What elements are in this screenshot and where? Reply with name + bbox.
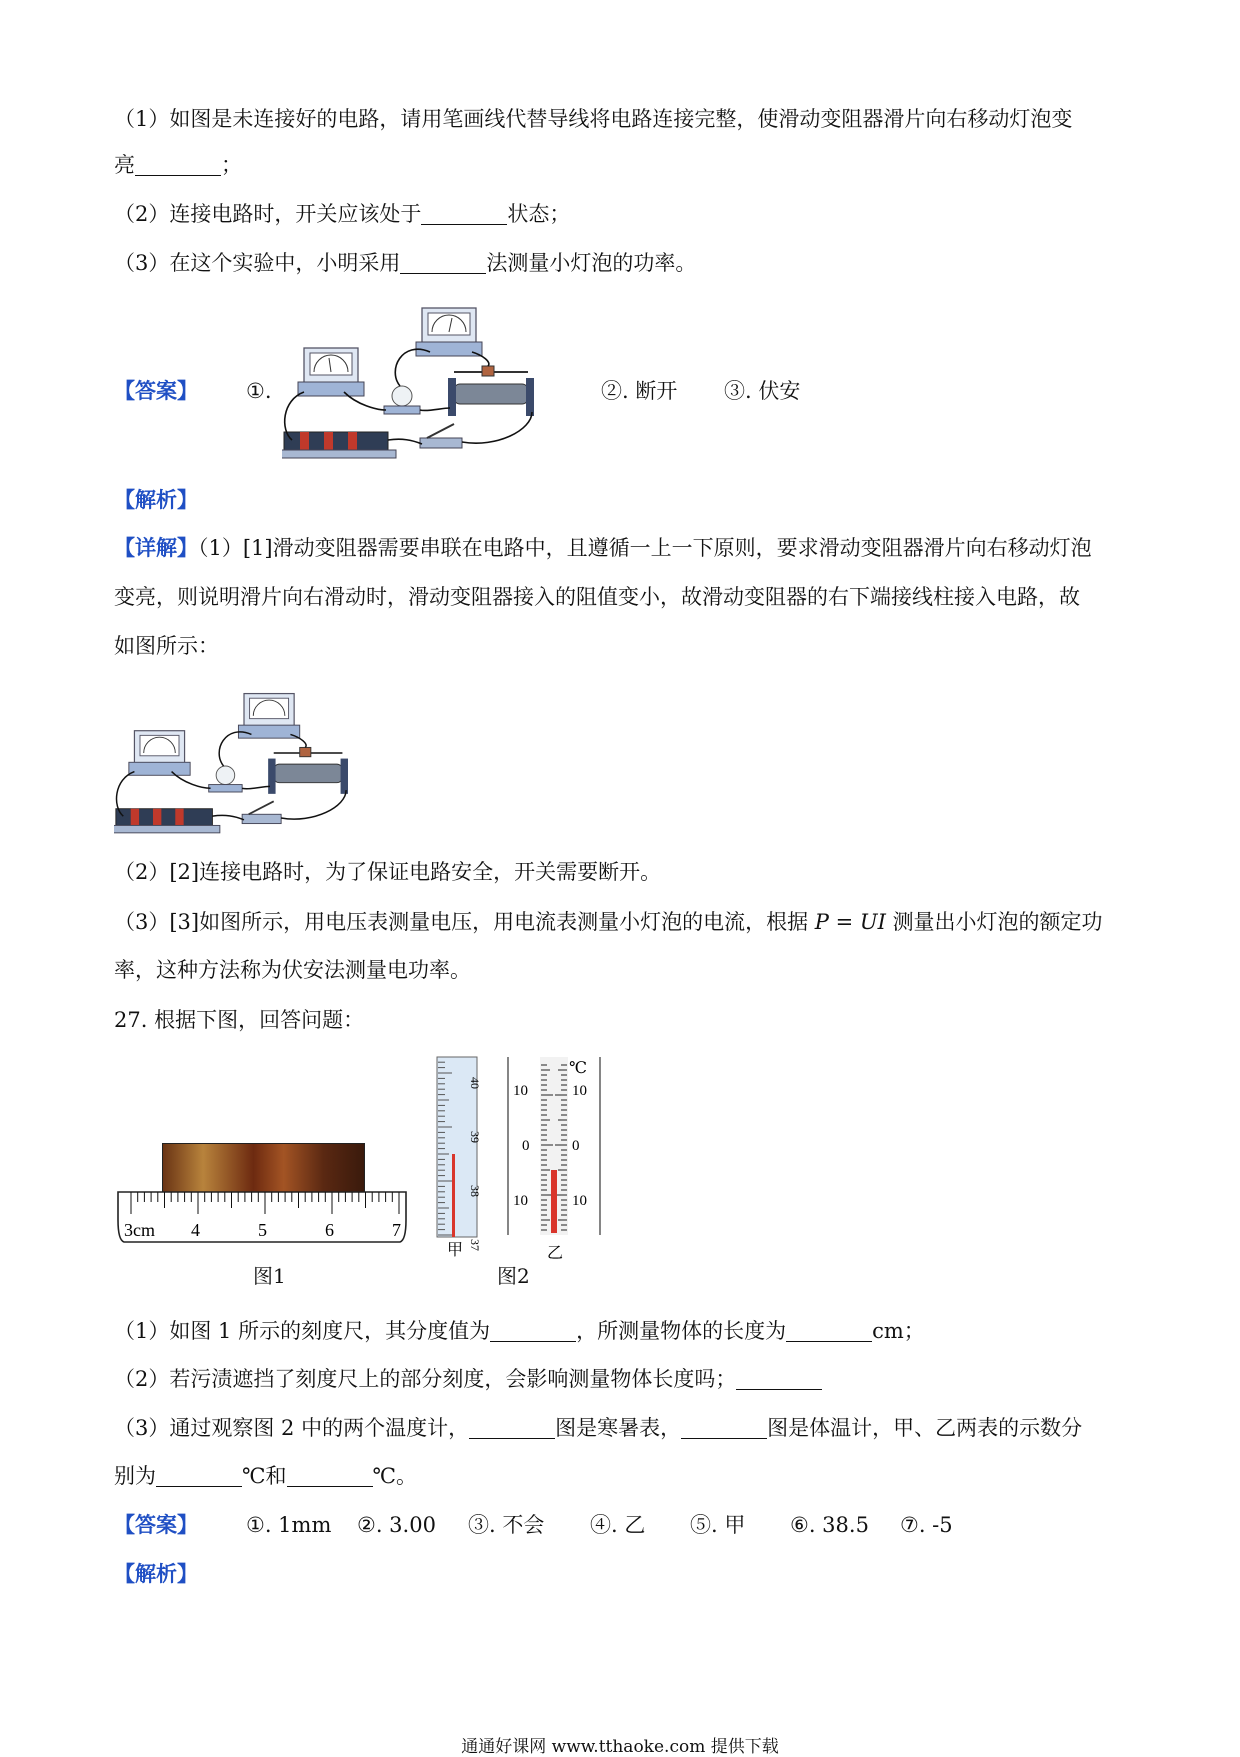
voltmeter: [416, 308, 482, 356]
answer-item-1: ①. 1mm: [246, 1513, 332, 1537]
answer-blank: [400, 251, 486, 274]
ammeter: [129, 731, 190, 776]
answer-item-2: ②. 3.00: [357, 1513, 436, 1537]
q26-detail-line2: 变亮，则说明滑片向右滑动时，滑动变阻器接入的阻值变小，故滑动变阻器的右下端接线柱接入电路，故: [114, 585, 1080, 609]
battery: [114, 809, 220, 833]
ruler-label-5: 5: [258, 1220, 267, 1240]
answer-blank: [469, 1416, 555, 1439]
q26-detail-line1: [114, 533, 1092, 563]
answer-item-3: ③. 不会: [468, 1513, 545, 1537]
q27-part3-c: 图是体温计，甲、乙两表的示数分: [767, 1416, 1083, 1440]
voltmeter: [238, 694, 299, 739]
q27-part3-f: ℃。: [372, 1464, 417, 1488]
q26-part2-b: 状态；: [507, 202, 571, 226]
fig1-caption: 图1: [253, 1264, 286, 1288]
q27-part1-b: ，所测量物体的长度为: [576, 1319, 787, 1343]
answer-blank: [156, 1464, 242, 1487]
switch: [242, 801, 281, 823]
answer-blank: [287, 1464, 373, 1487]
answer-item-4: ④. 乙: [590, 1513, 646, 1537]
q26-part3-a: （3）在这个实验中，小明采用: [114, 251, 401, 275]
thermometer-yi: [505, 1055, 605, 1270]
q26-detail-2: （2）[2]连接电路时，为了保证电路安全，开关需要断开。: [114, 860, 662, 884]
q26-analysis-tag: [114, 485, 198, 515]
yi-left-0: 0: [522, 1138, 530, 1154]
jia-tick-40: 40: [468, 1077, 482, 1089]
q27-part3-b: 图是寒暑表，: [555, 1416, 682, 1440]
answer-item-7: ⑦. -5: [900, 1513, 953, 1537]
ruler-label-4: 4: [191, 1220, 200, 1240]
q26-detail-3: [114, 907, 1103, 937]
fig2-caption: 图2: [497, 1264, 530, 1288]
jia-label: 甲: [447, 1240, 464, 1259]
q27-part2-text: （2）若污渍遮挡了刻度尺上的部分刻度，会影响测量物体长度吗；: [114, 1367, 737, 1391]
q27-part3-e: ℃和: [242, 1464, 287, 1488]
yi-right-0: 0: [572, 1138, 580, 1154]
yi-mercury: [551, 1170, 557, 1233]
yi-left-10: 10: [513, 1083, 528, 1099]
yi-right-10: 10: [572, 1083, 587, 1099]
analysis-tag: 【解析】: [114, 487, 198, 512]
q27-part3-d: 别为: [114, 1464, 156, 1488]
jia-tick-39: 39: [468, 1131, 482, 1143]
answer-blank: [135, 153, 221, 176]
switch: [420, 424, 462, 448]
q27-part1-c: cm；: [872, 1319, 925, 1343]
yi-label: 乙: [547, 1243, 564, 1262]
q27-analysis-tag: [114, 1559, 198, 1589]
thermometer-jia: [434, 1055, 482, 1260]
ruler-label-3cm: 3cm: [124, 1220, 155, 1240]
object-block: [162, 1143, 365, 1195]
q27-part3-a: （3）通过观察图 2 中的两个温度计，: [114, 1416, 470, 1440]
answer-tag: 【答案】: [114, 378, 198, 403]
answer-item-1: ①.: [246, 379, 272, 403]
q26-part1-text: 亮: [114, 153, 135, 177]
q26-detail-3c: 率，这种方法称为伏安法测量电功率。: [114, 958, 471, 982]
page-footer: 通通好课网 www.tthaoke.com 提供下载: [461, 1737, 779, 1757]
jia-mercury: [452, 1154, 455, 1237]
answer-tag: 【答案】: [114, 1512, 198, 1537]
formula: P = UI: [814, 910, 886, 934]
q26-part3: [114, 248, 696, 278]
answer-item-6: ⑥. 38.5: [790, 1513, 869, 1537]
q27-part2: [114, 1364, 822, 1394]
answer-blank: [736, 1367, 822, 1390]
yi-left-m10: 10: [513, 1193, 528, 1209]
yi-right-m10: 10: [572, 1193, 587, 1209]
battery: [282, 432, 396, 458]
answer-blank: [681, 1416, 767, 1439]
answer-item-3: ③. 伏安: [724, 379, 801, 403]
ruler-label-7: 7: [392, 1220, 401, 1240]
yi-unit: ℃: [569, 1058, 587, 1077]
bulb: [209, 766, 242, 792]
q27-part3: [114, 1413, 1082, 1443]
q26-answer-row: [114, 376, 801, 406]
q27-answer-row: [114, 1510, 953, 1540]
answer-blank: [786, 1319, 872, 1342]
jia-tick-37: 37: [468, 1239, 482, 1251]
q26-part1-end: ；: [221, 153, 242, 177]
q26-part1-line1: （1）如图是未连接好的电路，请用笔画线代替导线将电路连接完整，使滑动变阻器滑片向右移动灯泡变: [114, 107, 1073, 131]
bulb: [384, 386, 420, 414]
rheostat: [268, 747, 348, 793]
q26-detail-line3: 如图所示：: [114, 634, 219, 658]
circuit-diagram-answer: [282, 300, 562, 472]
q27-part1-a: （1）如图 1 所示的刻度尺，其分度值为: [114, 1319, 491, 1343]
rheostat: [448, 366, 534, 416]
detail-3a: （3）[3]如图所示，用电压表测量电压，用电流表测量小灯泡的电流，根据: [114, 910, 809, 934]
ruler: [114, 1190, 414, 1250]
q26-part3-b: 法测量小灯泡的功率。: [486, 251, 697, 275]
ammeter: [298, 348, 364, 396]
q26-part2-a: （2）连接电路时，开关应该处于: [114, 202, 422, 226]
detail-text-1: （1）[1]滑动变阻器需要串联在电路中，且遵循一上一下原则，要求滑动变阻器滑片向右移动灯泡: [198, 536, 1092, 560]
answer-blank: [490, 1319, 576, 1342]
q26-part2: [114, 199, 570, 229]
ruler-label-6: 6: [325, 1220, 334, 1240]
q27-part1: [114, 1316, 925, 1346]
detail-tag: 【详解】: [114, 535, 198, 560]
analysis-tag: 【解析】: [114, 1561, 198, 1586]
answer-item-2: ②. 断开: [601, 379, 678, 403]
jia-tick-38: 38: [468, 1185, 482, 1197]
q27-part3-line2: [114, 1461, 417, 1491]
answer-blank: [421, 202, 507, 225]
detail-3b: 测量出小灯泡的额定功: [892, 910, 1103, 934]
q26-part1-line2: [114, 150, 242, 180]
q27-title: 27. 根据下图，回答问题：: [114, 1008, 365, 1032]
circuit-diagram-detail: [114, 686, 374, 846]
answer-item-5: ⑤. 甲: [690, 1513, 746, 1537]
